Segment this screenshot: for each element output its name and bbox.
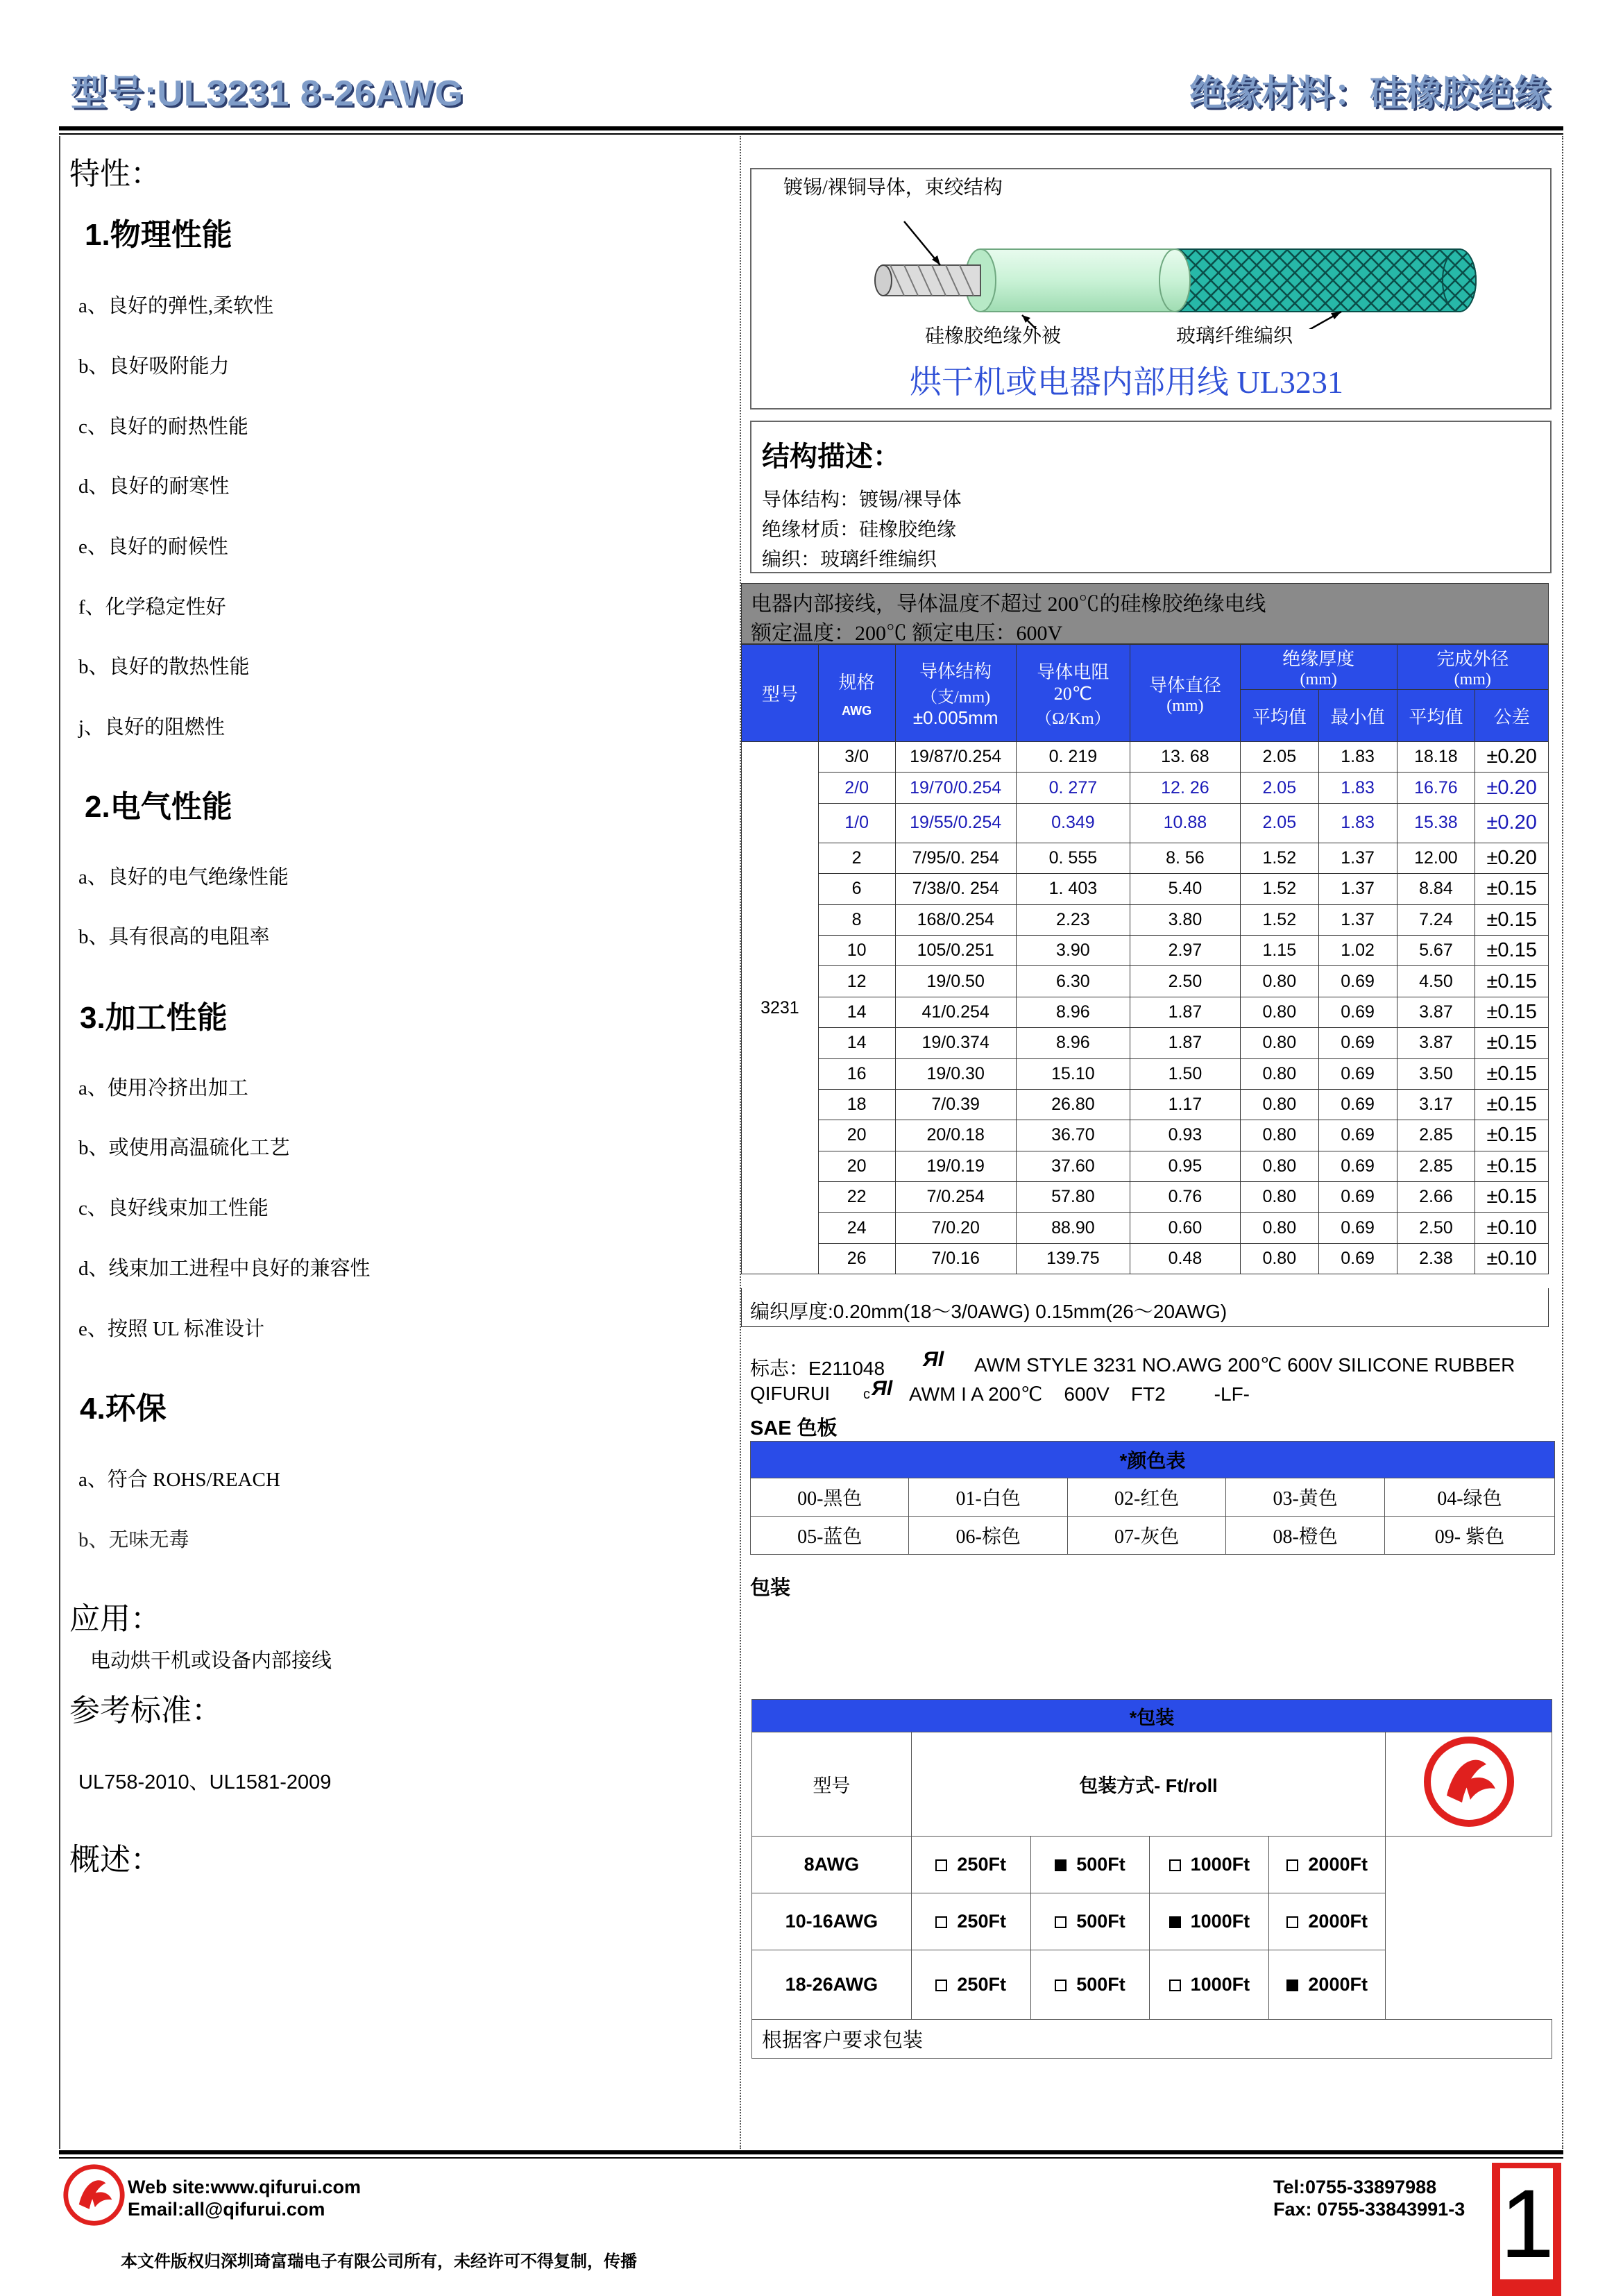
table-cell: 0.349 <box>1016 803 1130 843</box>
table-cell: 2 <box>818 843 895 873</box>
table-cell: 0.80 <box>1240 1151 1318 1181</box>
checkbox-icon[interactable] <box>935 1859 947 1871</box>
table-cell: 0.80 <box>1240 1089 1318 1120</box>
table-row <box>742 742 1549 773</box>
table-cell: 0.80 <box>1240 1058 1318 1089</box>
table-cell: 6 <box>818 874 895 904</box>
table-cell: 2.85 <box>1397 1120 1475 1151</box>
marking-line1: AWM STYLE 3231 NO.AWG 200℃ 600V SILICONE RUBBER <box>974 1354 1515 1376</box>
model-cell: 3231 <box>742 742 819 1274</box>
packaging-option-label: 2000Ft <box>1308 1911 1368 1932</box>
table-cell: 14 <box>818 997 895 1027</box>
table-cell: 0.80 <box>1240 997 1318 1027</box>
list-item: b、良好吸附能力 <box>78 355 230 378</box>
table-row <box>742 773 1549 803</box>
model-title: 型号:UL3231 8-26AWG <box>71 74 464 114</box>
table-cell: 2.66 <box>1397 1182 1475 1213</box>
table-cell: 10 <box>818 935 895 965</box>
table-cell: 8.96 <box>1016 1028 1130 1058</box>
packaging-row <box>752 1893 1552 1950</box>
list-item: e、按照 UL 标准设计 <box>78 1318 264 1340</box>
table-cell: 0.80 <box>1240 1120 1318 1151</box>
table-cell: 0.80 <box>1240 1213 1318 1243</box>
table-cell: 22 <box>818 1182 895 1213</box>
table-cell: 88.90 <box>1016 1213 1130 1243</box>
table-cell: ±0.20 <box>1475 773 1549 803</box>
color-cell: 02-红色 <box>1067 1478 1225 1517</box>
packaging-option[interactable] <box>911 1950 1030 2020</box>
label-insulation: 硅橡胶绝缘外被 <box>925 326 1062 347</box>
table-row <box>742 904 1549 935</box>
list-item: e、良好的耐候性 <box>78 536 228 558</box>
packaging-option[interactable] <box>911 1837 1030 1893</box>
color-cell: 04-绿色 <box>1384 1478 1554 1517</box>
table-cell: 0. 277 <box>1016 773 1130 803</box>
checkbox-icon[interactable] <box>935 1980 947 1991</box>
company-logo-cell <box>1386 1732 1552 1837</box>
table-cell: 105/0.251 <box>895 935 1016 965</box>
structure-line: 导体结构：镀锡/裸导体 <box>762 489 962 511</box>
col-header-resistance: 导体电阻 20℃ （Ω/Km） <box>1016 645 1130 742</box>
table-cell: 15.10 <box>1016 1058 1130 1089</box>
table-cell: 3/0 <box>818 742 895 773</box>
packaging-option-label: 2000Ft <box>1308 1974 1368 1995</box>
table-cell: 3.87 <box>1397 1028 1475 1058</box>
table-cell: 26 <box>818 1243 895 1274</box>
checkbox-icon[interactable] <box>1169 1980 1181 1991</box>
table-cell: 1.15 <box>1240 935 1318 965</box>
table-row <box>742 1182 1549 1213</box>
col-header-avg: 平均值 <box>1240 690 1318 742</box>
page-number: 1 <box>1500 2169 1554 2278</box>
table-cell: 3.17 <box>1397 1089 1475 1120</box>
packaging-option-label: 1000Ft <box>1190 1854 1250 1875</box>
table-cell: 0.95 <box>1130 1151 1240 1181</box>
table-cell: 0.69 <box>1318 1243 1397 1274</box>
packaging-model: 18-26AWG <box>752 1950 912 2020</box>
list-item: b、良好的散热性能 <box>78 656 250 678</box>
table-cell: 7/0.39 <box>895 1089 1016 1120</box>
packaging-table-title: *包装 <box>752 1700 1552 1732</box>
packaging-option[interactable] <box>1030 1893 1150 1950</box>
table-cell: 12.00 <box>1397 843 1475 873</box>
spec-banner-line1: 电器内部接线，导体温度不超过 200℃的硅橡胶绝缘电线 <box>751 593 1266 616</box>
packaging-option[interactable] <box>1269 1837 1386 1893</box>
table-cell: 5.67 <box>1397 935 1475 965</box>
reference-title: 参考标准： <box>69 1694 222 1728</box>
table-cell: 3.80 <box>1130 904 1240 935</box>
table-cell: 1.52 <box>1240 904 1318 935</box>
table-cell: ±0.15 <box>1475 1151 1549 1181</box>
table-cell: 0.69 <box>1318 1151 1397 1181</box>
table-cell: 19/0.374 <box>895 1028 1016 1058</box>
structure-line: 绝缘材质：硅橡胶绝缘 <box>762 519 957 541</box>
table-cell: 0.69 <box>1318 1089 1397 1120</box>
checkbox-icon[interactable] <box>1286 1980 1298 1991</box>
col-header-model: 型号 <box>742 645 819 742</box>
table-row <box>742 1120 1549 1151</box>
list-item: c、良好的耐热性能 <box>78 416 248 438</box>
table-cell: ±0.15 <box>1475 904 1549 935</box>
spec-banner-line2: 额定温度：200℃ 额定电压：600V <box>751 622 1063 645</box>
col-header-ins-thickness: 绝缘厚度 (mm) <box>1240 645 1397 690</box>
table-cell: ±0.10 <box>1475 1243 1549 1274</box>
footer-website: Web site:www.qifurui.com <box>128 2177 362 2197</box>
table-cell: 20 <box>818 1120 895 1151</box>
table-row <box>742 1028 1549 1058</box>
table-cell: 12 <box>818 966 895 997</box>
list-item: b、无味无毒 <box>78 1529 189 1551</box>
table-cell: 1/0 <box>818 803 895 843</box>
table-cell: 2.05 <box>1240 742 1318 773</box>
col-header-model: 型号 <box>752 1732 912 1837</box>
col-header-structure: 导体结构 （支/mm) ±0.005mm <box>895 645 1016 742</box>
cul-mark-icon: Яl <box>872 1377 893 1400</box>
color-table-title: *颜色表 <box>751 1442 1555 1478</box>
packaging-option[interactable] <box>1150 1893 1269 1950</box>
braid-note: 编织厚度:0.20mm(18～3/0AWG) 0.15mm(26～20AWG) <box>750 1301 1227 1322</box>
table-cell: 20 <box>818 1151 895 1181</box>
col-header-method: 包装方式- Ft/roll <box>911 1732 1385 1837</box>
table-cell: 1.37 <box>1318 843 1397 873</box>
table-cell: 0.69 <box>1318 1058 1397 1089</box>
packaging-model: 8AWG <box>752 1837 912 1893</box>
table-cell: ±0.15 <box>1475 1028 1549 1058</box>
list-item: a、符合 ROHS/REACH <box>78 1469 280 1491</box>
table-cell: 0.93 <box>1130 1120 1240 1151</box>
application-title: 应用： <box>69 1602 161 1636</box>
table-cell: 19/0.19 <box>895 1151 1016 1181</box>
qifurui-logo-icon <box>1420 1733 1518 1830</box>
section-title-environment: 4.环保 <box>80 1392 167 1426</box>
table-cell: 0.69 <box>1318 1182 1397 1213</box>
table-cell: 7/38/0. 254 <box>895 874 1016 904</box>
col-header-gauge: 规格 AWG <box>818 645 895 742</box>
table-cell: 1.83 <box>1318 803 1397 843</box>
table-cell: 1.17 <box>1130 1089 1240 1120</box>
checkbox-icon[interactable] <box>1286 1859 1298 1871</box>
table-cell: 0.69 <box>1318 1028 1397 1058</box>
table-cell: 8 <box>818 904 895 935</box>
table-cell: ±0.15 <box>1475 1120 1549 1151</box>
footer-fax: Fax: 0755-33843991-3 <box>1273 2199 1465 2220</box>
table-cell: 6.30 <box>1016 966 1130 997</box>
table-row <box>742 843 1549 873</box>
ul-mark-icon: Яl <box>923 1348 944 1371</box>
marking-brand: QIFURUI <box>750 1383 831 1404</box>
table-cell: ±0.15 <box>1475 1089 1549 1120</box>
table-cell: 18 <box>818 1089 895 1120</box>
packaging-option[interactable] <box>1269 1893 1386 1950</box>
structure-box <box>750 421 1552 573</box>
packaging-option-label: 500Ft <box>1076 1911 1125 1932</box>
packaging-option-label: 250Ft <box>957 1854 1006 1875</box>
color-cell: 08-橙色 <box>1226 1517 1384 1555</box>
table-cell: 0.80 <box>1240 1182 1318 1213</box>
table-cell: 1.50 <box>1130 1058 1240 1089</box>
structure-title: 结构描述： <box>762 441 901 472</box>
table-cell: ±0.20 <box>1475 742 1549 773</box>
color-cell: 03-黄色 <box>1226 1478 1384 1517</box>
color-cell: 06-棕色 <box>909 1517 1067 1555</box>
packaging-model: 10-16AWG <box>752 1893 912 1950</box>
packaging-option[interactable] <box>1150 1950 1269 2020</box>
packaging-option[interactable] <box>1150 1837 1269 1893</box>
col-header-min: 最小值 <box>1318 690 1397 742</box>
table-cell: 7/0.16 <box>895 1243 1016 1274</box>
packaging-option-label: 500Ft <box>1076 1854 1125 1875</box>
color-table <box>750 1441 1555 1555</box>
table-cell: ±0.10 <box>1475 1213 1549 1243</box>
structure-line: 编织：玻璃纤维编织 <box>762 549 937 571</box>
table-cell: 7/0.20 <box>895 1213 1016 1243</box>
table-cell: 2.05 <box>1240 773 1318 803</box>
footer-tel: Tel:0755-33897988 <box>1273 2177 1437 2197</box>
list-item: c、良好线束加工性能 <box>78 1197 269 1219</box>
packaging-option[interactable] <box>1269 1950 1386 2020</box>
list-item: d、线束加工进程中良好的兼容性 <box>78 1258 371 1280</box>
packaging-row <box>752 1950 1552 2020</box>
label-braid: 玻璃纤维编织 <box>1176 326 1293 347</box>
table-cell: 2.50 <box>1397 1213 1475 1243</box>
table-cell: 0.76 <box>1130 1182 1240 1213</box>
col-header-avg2: 平均值 <box>1397 690 1475 742</box>
table-cell: ±0.15 <box>1475 1182 1549 1213</box>
packaging-option-label: 1000Ft <box>1190 1911 1250 1932</box>
label-conductor: 镀锡/裸铜导体，束绞结构 <box>783 177 1003 199</box>
table-cell: ±0.15 <box>1475 935 1549 965</box>
section-title-electrical: 2.电气性能 <box>85 790 232 824</box>
table-cell: 19/0.50 <box>895 966 1016 997</box>
table-cell: 3.87 <box>1397 997 1475 1027</box>
table-cell: 0.69 <box>1318 1213 1397 1243</box>
table-cell: ±0.15 <box>1475 997 1549 1027</box>
packaging-row <box>752 1837 1552 1893</box>
checkbox-icon[interactable] <box>1055 1859 1067 1871</box>
table-cell: 20/0.18 <box>895 1120 1016 1151</box>
table-cell: 2.97 <box>1130 935 1240 965</box>
cable-illustration <box>814 204 1480 329</box>
table-cell: ±0.15 <box>1475 1058 1549 1089</box>
table-cell: 0.80 <box>1240 1028 1318 1058</box>
features-title: 特性： <box>69 157 161 191</box>
list-item: b、具有很高的电阻率 <box>78 926 270 948</box>
checkbox-icon[interactable] <box>1169 1916 1181 1928</box>
table-row <box>742 997 1549 1027</box>
table-cell: 3.50 <box>1397 1058 1475 1089</box>
table-cell: 0.69 <box>1318 997 1397 1027</box>
table-cell: 19/55/0.254 <box>895 803 1016 843</box>
table-cell: 1.83 <box>1318 773 1397 803</box>
application-text: 电动烘干机或设备内部接线 <box>90 1650 332 1672</box>
packaging-note: 根据客户要求包装 <box>752 2020 1552 2059</box>
packaging-option[interactable] <box>1030 1950 1150 2020</box>
table-cell: ±0.15 <box>1475 874 1549 904</box>
marking-line2: AWM I A 200℃ 600V FT2 -LF- <box>909 1383 1250 1405</box>
packaging-option-label: 250Ft <box>957 1911 1006 1932</box>
color-cell: 09- 紫色 <box>1384 1517 1554 1555</box>
table-cell: 37.60 <box>1016 1151 1130 1181</box>
table-cell: ±0.20 <box>1475 843 1549 873</box>
checkbox-icon[interactable] <box>1055 1980 1067 1991</box>
checkbox-icon[interactable] <box>935 1916 947 1928</box>
diagram-caption: 烘干机或电器内部用线 UL3231 <box>910 364 1343 400</box>
table-cell: 168/0.254 <box>895 904 1016 935</box>
table-cell: 0. 555 <box>1016 843 1130 873</box>
table-cell: 0.80 <box>1240 1243 1318 1274</box>
table-cell: ±0.15 <box>1475 966 1549 997</box>
list-item: a、使用冷挤出加工 <box>78 1077 248 1099</box>
spec-banner <box>741 583 1549 644</box>
table-cell: 15.38 <box>1397 803 1475 843</box>
table-cell: 2.38 <box>1397 1243 1475 1274</box>
table-row <box>742 966 1549 997</box>
table-cell: 2.23 <box>1016 904 1130 935</box>
overview-title: 概述： <box>69 1843 161 1877</box>
table-cell: 26.80 <box>1016 1089 1130 1120</box>
table-cell: 8.84 <box>1397 874 1475 904</box>
sae-title: SAE 色板 <box>750 1417 838 1440</box>
spec-table <box>741 644 1549 1274</box>
col-header-diameter: 导体直径 (mm) <box>1130 645 1240 742</box>
list-item: f、化学稳定性好 <box>78 596 226 618</box>
table-row <box>742 1213 1549 1243</box>
packaging-option[interactable] <box>1030 1837 1150 1893</box>
table-cell: 2/0 <box>818 773 895 803</box>
table-cell: 4.50 <box>1397 966 1475 997</box>
table-row <box>742 1151 1549 1181</box>
table-cell: 0.80 <box>1240 966 1318 997</box>
checkbox-icon[interactable] <box>1055 1916 1067 1928</box>
section-title-physical: 1.物理性能 <box>85 218 232 252</box>
table-row <box>742 1089 1549 1120</box>
footer-rule-thin <box>59 2157 1563 2159</box>
insulation-title: 绝缘材料：硅橡胶绝缘 <box>1189 74 1550 114</box>
color-cell: 07-灰色 <box>1067 1517 1225 1555</box>
packaging-option[interactable] <box>911 1893 1030 1950</box>
table-cell: 18.18 <box>1397 742 1475 773</box>
table-cell: 2.50 <box>1130 966 1240 997</box>
table-cell: 1.02 <box>1318 935 1397 965</box>
packaging-option-label: 1000Ft <box>1190 1974 1250 1995</box>
col-header-outer-diameter: 完成外径 (mm) <box>1397 645 1549 690</box>
cul-mark-c: c <box>863 1387 870 1402</box>
col-header-tol: 公差 <box>1475 690 1549 742</box>
table-cell: 19/87/0.254 <box>895 742 1016 773</box>
table-cell: 7/95/0. 254 <box>895 843 1016 873</box>
table-row <box>742 935 1549 965</box>
table-row <box>742 874 1549 904</box>
checkbox-icon[interactable] <box>1169 1859 1181 1871</box>
table-cell: 10.88 <box>1130 803 1240 843</box>
table-cell: 2.05 <box>1240 803 1318 843</box>
copyright: 本文件版权归深圳琦富瑞电子有限公司所有，未经许可不得复制，传播 <box>121 2252 637 2271</box>
packaging-table <box>751 1699 1552 2059</box>
table-cell: 16 <box>818 1058 895 1089</box>
table-cell: 7/0.254 <box>895 1182 1016 1213</box>
packaging-option-label: 2000Ft <box>1308 1854 1368 1875</box>
table-cell: 16.76 <box>1397 773 1475 803</box>
table-cell: 19/0.30 <box>895 1058 1016 1089</box>
table-cell: 12. 26 <box>1130 773 1240 803</box>
braid-note-box <box>741 1288 1549 1327</box>
packaging-option-label: 250Ft <box>957 1974 1006 1995</box>
table-cell: 1.87 <box>1130 997 1240 1027</box>
table-cell: 1.37 <box>1318 874 1397 904</box>
table-cell: 14 <box>818 1028 895 1058</box>
table-cell: 19/70/0.254 <box>895 773 1016 803</box>
table-cell: 1.83 <box>1318 742 1397 773</box>
table-cell: 8.96 <box>1016 997 1130 1027</box>
list-item: b、或使用高温硫化工艺 <box>78 1137 290 1159</box>
table-cell: ±0.20 <box>1475 803 1549 843</box>
table-cell: 0.69 <box>1318 966 1397 997</box>
table-cell: 2.85 <box>1397 1151 1475 1181</box>
color-cell: 01-白色 <box>909 1478 1067 1517</box>
section-title-processing: 3.加工性能 <box>80 1001 228 1035</box>
table-cell: 41/0.254 <box>895 997 1016 1027</box>
table-cell: 3.90 <box>1016 935 1130 965</box>
list-item: d、良好的耐寒性 <box>78 475 230 498</box>
table-cell: 0.60 <box>1130 1213 1240 1243</box>
header-rule-thin <box>59 133 1563 135</box>
table-cell: 8. 56 <box>1130 843 1240 873</box>
header-rule <box>59 126 1563 130</box>
footer-logo-icon <box>61 2162 127 2228</box>
page-number-badge <box>1492 2163 1561 2296</box>
list-item: a、良好的弹性,柔软性 <box>78 295 274 317</box>
table-cell: 57.80 <box>1016 1182 1130 1213</box>
footer-email: Email:all@qifurui.com <box>128 2199 325 2220</box>
table-row <box>742 803 1549 843</box>
color-cell: 00-黑色 <box>751 1478 909 1517</box>
footer-rule <box>59 2150 1563 2154</box>
table-cell: 7.24 <box>1397 904 1475 935</box>
cable-diagram-box <box>750 168 1552 410</box>
marking-prefix: 标志：E211048 <box>750 1358 885 1379</box>
table-cell: 139.75 <box>1016 1243 1130 1274</box>
table-cell: 1. 403 <box>1016 874 1130 904</box>
table-row <box>742 1243 1549 1274</box>
reference-text: UL758-2010、UL1581-2009 <box>78 1771 332 1793</box>
table-cell: 0.69 <box>1318 1120 1397 1151</box>
table-cell: 13. 68 <box>1130 742 1240 773</box>
list-item: a、良好的电气绝缘性能 <box>78 866 289 888</box>
table-cell: 5.40 <box>1130 874 1240 904</box>
table-cell: 36.70 <box>1016 1120 1130 1151</box>
table-cell: 24 <box>818 1213 895 1243</box>
table-cell: 1.37 <box>1318 904 1397 935</box>
table-cell: 1.87 <box>1130 1028 1240 1058</box>
table-row <box>742 1058 1549 1089</box>
table-cell: 0. 219 <box>1016 742 1130 773</box>
color-cell: 05-蓝色 <box>751 1517 909 1555</box>
table-cell: 1.52 <box>1240 874 1318 904</box>
list-item: j、良好的阻燃性 <box>78 716 226 738</box>
table-cell: 1.52 <box>1240 843 1318 873</box>
packaging-title: 包装 <box>750 1577 791 1599</box>
table-cell: 0.48 <box>1130 1243 1240 1274</box>
checkbox-icon[interactable] <box>1286 1916 1298 1928</box>
packaging-option-label: 500Ft <box>1076 1974 1125 1995</box>
